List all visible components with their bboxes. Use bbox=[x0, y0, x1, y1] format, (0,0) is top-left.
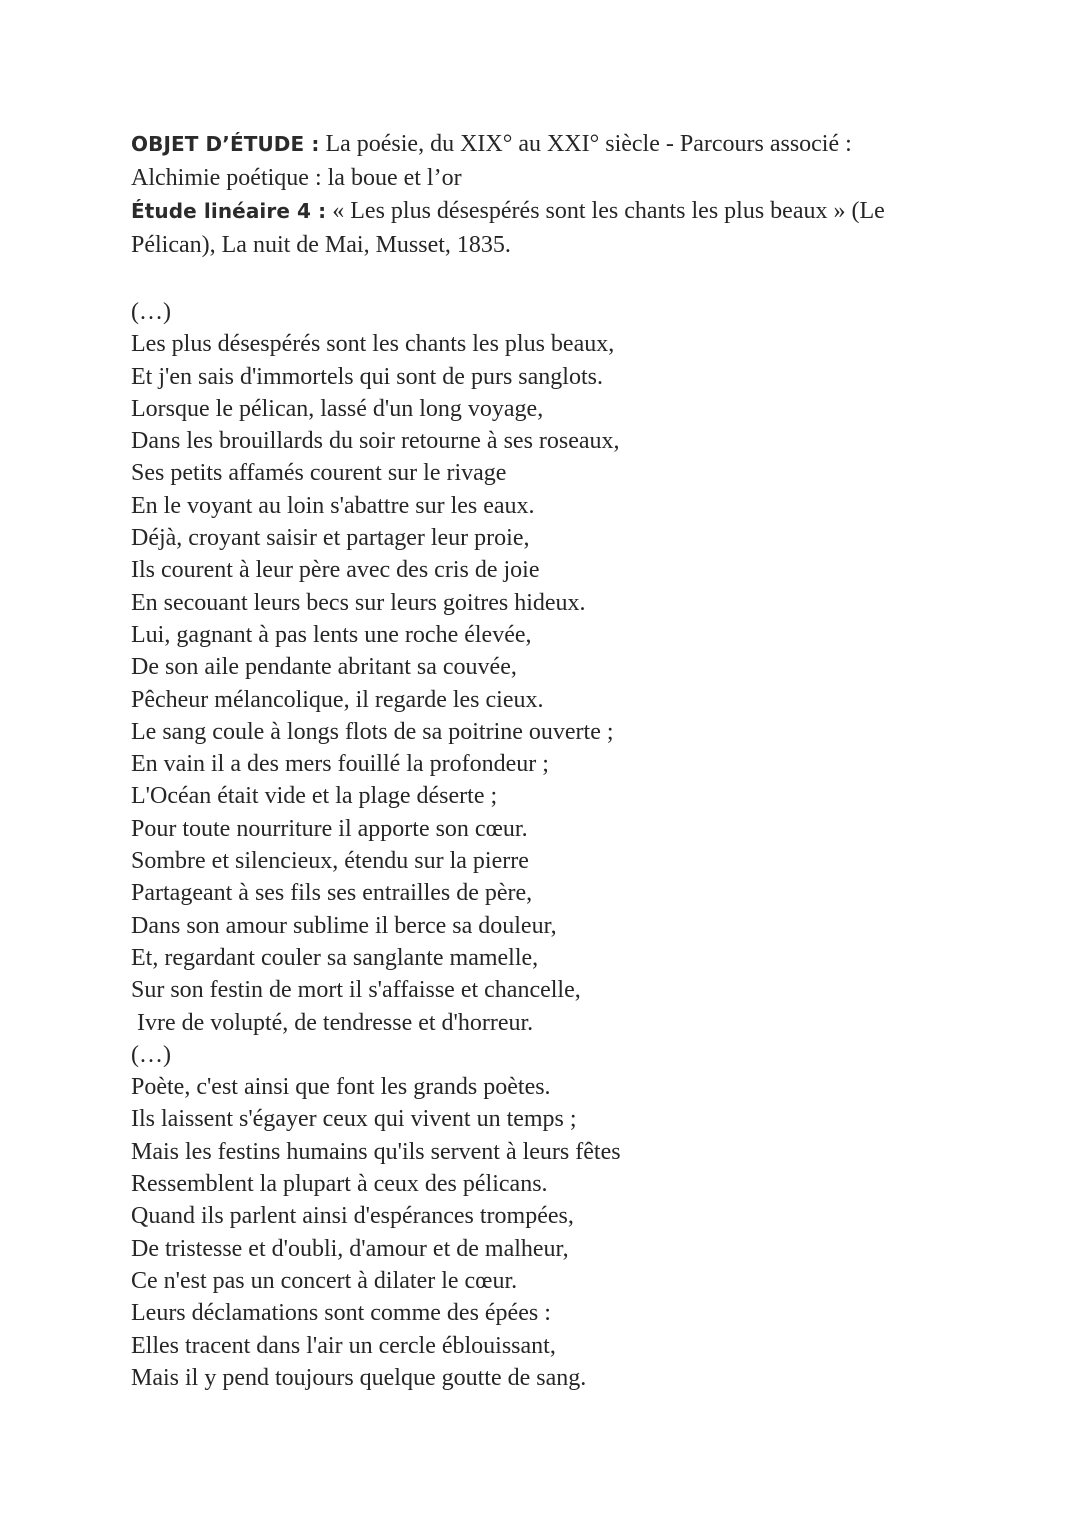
poem-line: Sur son festin de mort il s'affaisse et chancelle, bbox=[131, 977, 581, 1004]
poem-line: En vain il a des mers fouillé la profondeur ; bbox=[131, 751, 549, 778]
poem-line: (…) bbox=[131, 299, 171, 325]
poem-line: Les plus désespérés sont les chants les plus beaux, bbox=[131, 331, 615, 358]
poem-line: Et j'en sais d'immortels qui sont de purs sanglots. bbox=[131, 363, 603, 390]
poem-line: Le sang coule à longs flots de sa poitrine ouverte ; bbox=[131, 718, 614, 745]
etude-lineaire-line-cont bbox=[131, 229, 951, 263]
poem-line: Quand ils parlent ainsi d'espérances trompées, bbox=[131, 1203, 574, 1230]
poem-line: Dans son amour sublime il berce sa douleur, bbox=[131, 912, 557, 939]
poem bbox=[131, 296, 951, 1394]
etude-lineaire-text-cont: Pélican), La nuit de Mai, Musset, 1835. bbox=[131, 231, 511, 258]
objet-etude-label: OBJET D’ÉTUDE : bbox=[131, 132, 320, 156]
etude-lineaire-text: « Les plus désespérés sont les chants les plus beaux » (Le bbox=[332, 198, 885, 224]
poem-line: De son aile pendante abritant sa couvée, bbox=[131, 654, 517, 681]
document-page bbox=[131, 128, 951, 1394]
poem-line: Ivre de volupté, de tendresse et d'horreur. bbox=[137, 1009, 534, 1036]
poem-line: De tristesse et d'oubli, d'amour et de malheur, bbox=[131, 1235, 569, 1262]
poem-line: Lorsque le pélican, lassé d'un long voyage, bbox=[131, 395, 544, 422]
objet-etude-text: La poésie, du XIX° au XXI° siècle - Parcours associé : bbox=[325, 131, 852, 157]
poem-line: Et, regardant couler sa sanglante mamelle, bbox=[131, 944, 539, 971]
poem-line: Mais les festins humains qu'ils servent à leurs fêtes bbox=[131, 1138, 621, 1165]
etude-lineaire-label: Étude linéaire 4 : bbox=[131, 199, 327, 223]
poem-line: L'Océan était vide et la plage déserte ; bbox=[131, 783, 498, 810]
poem-line: Sombre et silencieux, étendu sur la pierre bbox=[131, 848, 529, 875]
poem-line: Ses petits affamés courent sur le rivage bbox=[131, 460, 507, 487]
poem-line: Déjà, croyant saisir et partager leur proie, bbox=[131, 525, 530, 552]
poem-line: Poète, c'est ainsi que font les grands poètes. bbox=[131, 1074, 551, 1101]
poem-line: Pêcheur mélancolique, il regarde les cieux. bbox=[131, 686, 544, 713]
objet-etude-text-cont: Alchimie poétique : la boue et l’or bbox=[131, 164, 462, 191]
poem-line: Ce n'est pas un concert à dilater le cœur. bbox=[131, 1267, 518, 1294]
document-header bbox=[131, 128, 951, 262]
poem-line: Partageant à ses fils ses entrailles de père, bbox=[131, 880, 533, 907]
etude-lineaire-line bbox=[131, 195, 951, 229]
objet-etude-line-cont bbox=[131, 162, 951, 196]
objet-etude-line bbox=[131, 128, 951, 162]
poem-line: Lui, gagnant à pas lents une roche élevée, bbox=[131, 621, 532, 648]
poem-line: En le voyant au loin s'abattre sur les eaux. bbox=[131, 492, 535, 519]
poem-line: Elles tracent dans l'air un cercle éblouissant, bbox=[131, 1332, 556, 1359]
poem-line: Pour toute nourriture il apporte son cœur. bbox=[131, 815, 528, 842]
poem-line: En secouant leurs becs sur leurs goitres hideux. bbox=[131, 589, 586, 616]
poem-line: Leurs déclamations sont comme des épées : bbox=[131, 1300, 551, 1327]
poem-line: Mais il y pend toujours quelque goutte de sang. bbox=[131, 1364, 587, 1391]
poem-line: Ils laissent s'égayer ceux qui vivent un temps ; bbox=[131, 1106, 577, 1133]
poem-line: (…) bbox=[131, 1041, 171, 1068]
poem-line: Ils courent à leur père avec des cris de joie bbox=[131, 557, 540, 584]
poem-line: Dans les brouillards du soir retourne à ses roseaux, bbox=[131, 428, 620, 455]
poem-line: Ressemblent la plupart à ceux des pélicans. bbox=[131, 1171, 548, 1198]
